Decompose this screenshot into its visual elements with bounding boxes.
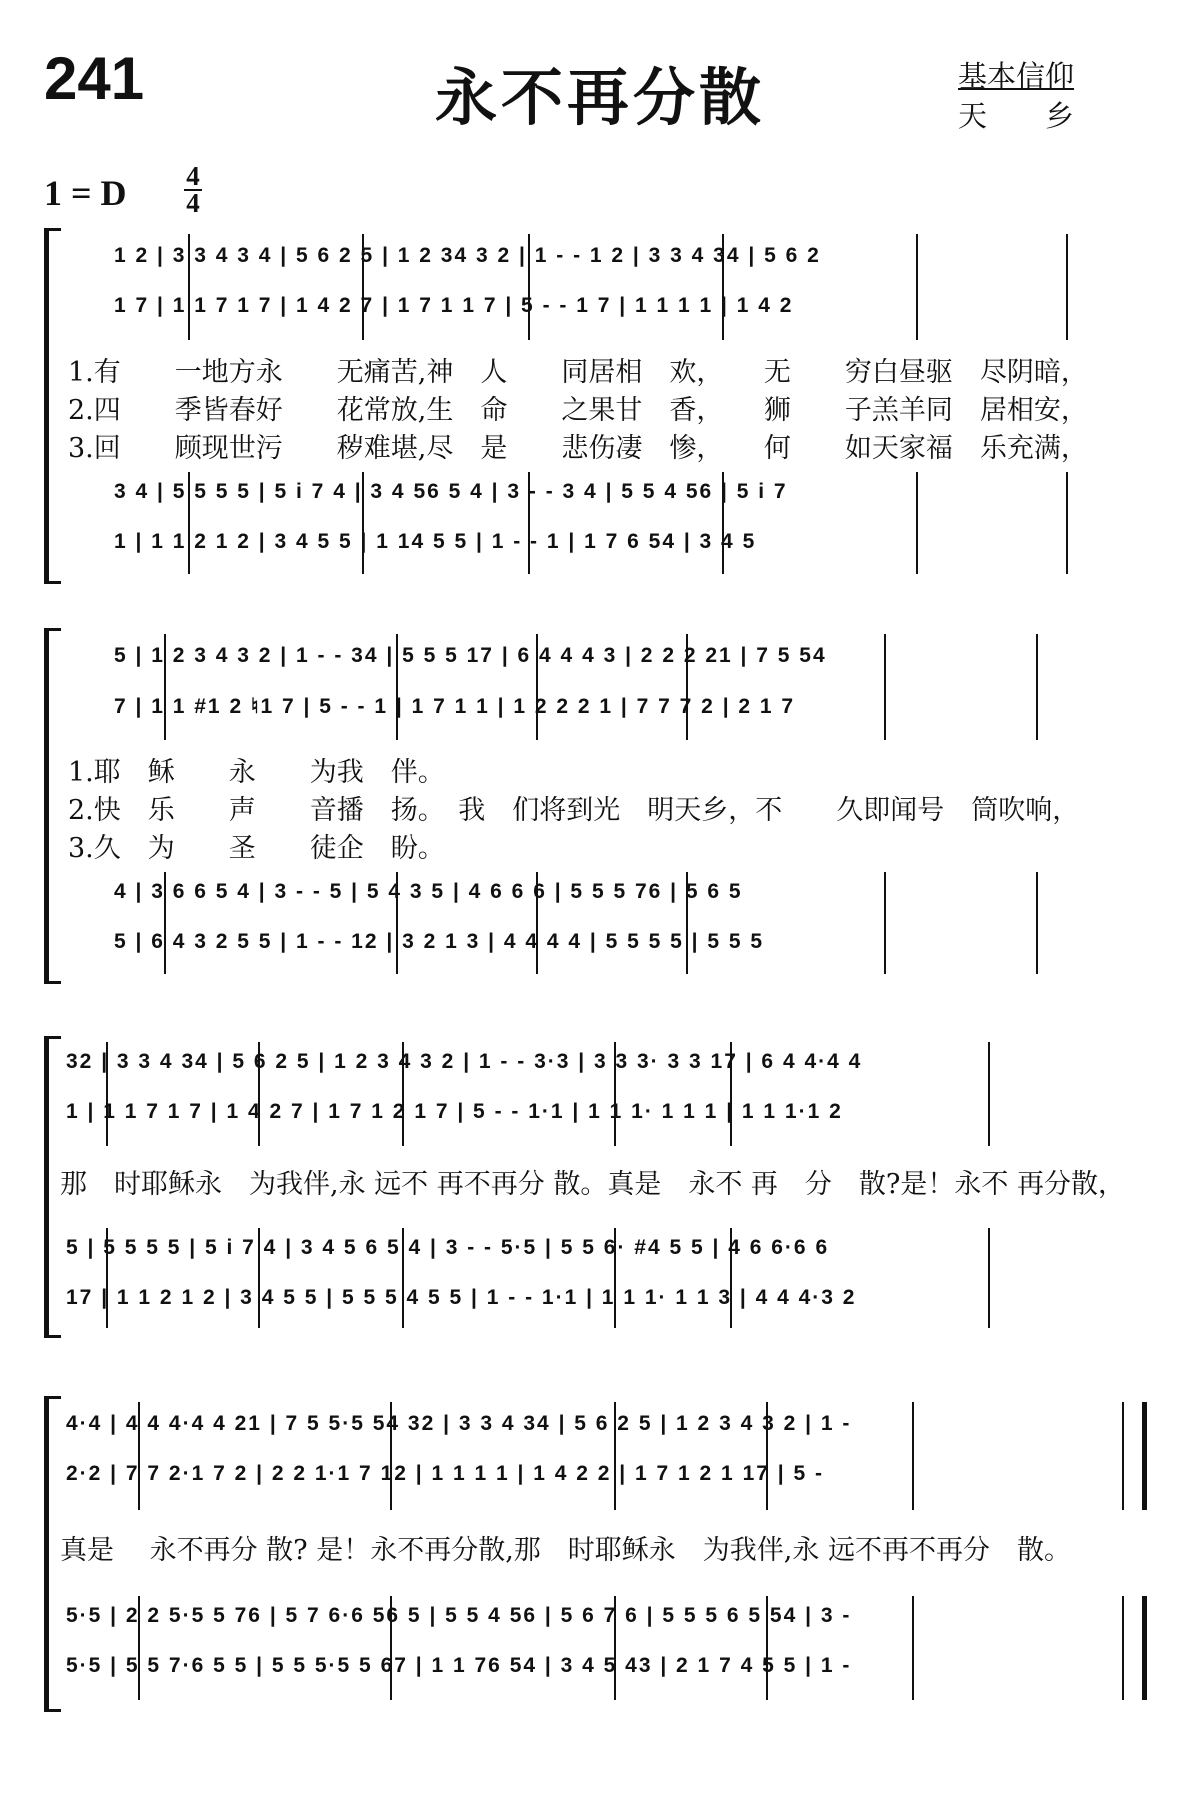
tenor-staff: 3 4 | 5 5 5 5 | 5 i 7 4 | 3 4 56 5 4 | 3 - - 3 4 | 5 5 4 56 | 5 i 7 (114, 480, 788, 503)
alto-staff: 7 | 1 1 #1 2 ♮1 7 | 5 - - 1 | 1 7 1 1 | 1 2 2 2 1 | 7 7 7 2 | 2 1 7 (114, 695, 796, 718)
hymn-author: 天 乡 (958, 99, 1075, 133)
hymn-number: 241 (44, 45, 145, 112)
bass-staff: 1 | 1 1 2 1 2 | 3 4 5 5 | 1 14 5 5 | 1 - - 1 | 1 7 6 54 | 3 4 5 (114, 530, 757, 553)
lyrics-verse-2: 2.四 季皆春好 花常放,生 命 之果甘 香， 狮 子羔羊同 居相安， (68, 395, 1088, 426)
system-4 (44, 1396, 1154, 1710)
bass-staff: 17 | 1 1 2 1 2 | 3 4 5 5 | 5 5 5 4 5 5 | 1 - - 1·1 | 1 1 1· 1 1 3 | 4 4 4·3 2 (66, 1286, 857, 1309)
tenor-staff: 5·5 | 2 2 5·5 5 76 | 5 7 6·6 56 5 | 5 5 4 56 | 5 6 7 6 | 5 5 5 6 5 54 | 3 - (66, 1604, 852, 1627)
hymn-category: 基本信仰 (958, 59, 1075, 93)
lyrics-verse-3: 3.回 顾现世污 秽难堪,尽 是 悲伤凄 惨， 何 如天家福 乐充满， (68, 433, 1088, 464)
system-3 (44, 1036, 1154, 1336)
soprano-staff: 32 | 3 3 4 34 | 5 6 2 5 | 1 2 3 4 3 2 | 1 - - 3·3 | 3 3 3· 3 3 17 | 6 4 4·4 4 (66, 1050, 863, 1073)
time-signature (184, 161, 202, 218)
system-2 (44, 628, 1154, 984)
system-bracket (44, 628, 61, 984)
soprano-staff: 4·4 | 4 4 4·4 4 21 | 7 5 5·5 54 32 | 3 3 4 34 | 5 6 2 5 | 1 2 3 4 3 2 | 1 - (66, 1412, 852, 1435)
lyrics-verse-3: 3.久 为 圣 徒企 盼。 (68, 833, 445, 864)
alto-staff: 1 7 | 1 1 7 1 7 | 1 4 2 7 | 1 7 1 1 7 | 5 - - 1 7 | 1 1 1 1 | 1 4 2 (114, 294, 794, 317)
tenor-staff: 4 | 3 6 6 5 4 | 3 - - 5 | 5 4 3 5 | 4 6 6 6 | 5 5 5 76 | 5 6 5 (114, 880, 743, 903)
lyrics-chorus: 真是 永不再分 散? 是！永不再分散,那 时耶稣永 为我伴,永 远不再不再分 散。 (60, 1535, 1071, 1566)
time-signature-bottom: 4 (186, 188, 200, 218)
tenor-staff: 5 | 5 5 5 5 | 5 i 7 4 | 3 4 5 6 5 4 | 3 - - 5·5 | 5 5 6· #4 5 5 | 4 6 6·6 6 (66, 1236, 830, 1259)
bass-staff: 5·5 | 5 5 7·6 5 5 | 5 5 5·5 5 67 | 1 1 76 54 | 3 4 5 43 | 2 1 7 4 5 5 | 1 - (66, 1654, 852, 1677)
time-signature-top: 4 (186, 161, 200, 191)
soprano-staff: 1 2 | 3 3 4 3 4 | 5 6 2 5 | 1 2 34 3 2 | 1 - - 1 2 | 3 3 4 34 | 5 6 2 (114, 244, 821, 267)
system-bracket (44, 228, 61, 584)
lyrics-chorus: 那 时耶稣永 为我伴,永 远不 再不再分 散。真是 永不 再 分 散?是！永不 再分散， (60, 1169, 1125, 1200)
lyrics-verse-2: 2.快 乐 声 音播 扬。 我 们将到光 明天乡，不 久即闻号 筒吹响， (68, 795, 1080, 826)
alto-staff: 1 | 1 1 7 1 7 | 1 4 2 7 | 1 7 1 2 1 7 | 5 - - 1·1 | 1 1 1· 1 1 1 | 1 1 1·1 2 (66, 1100, 843, 1123)
alto-staff: 2·2 | 7 7 2·1 7 2 | 2 2 1·1 7 12 | 1 1 1 1 | 1 4 2 2 | 1 7 1 2 1 17 | 5 - (66, 1462, 824, 1485)
key-signature: 1 = D (44, 173, 127, 213)
bass-staff: 5 | 6 4 3 2 5 5 | 1 - - 12 | 3 2 1 3 | 4 4 4 4 | 5 5 5 5 | 5 5 5 (114, 930, 765, 953)
system-bracket (44, 1036, 61, 1338)
hymn-title: 永不再分散 (434, 61, 765, 134)
lyrics-verse-1: 1.耶 稣 永 为我 伴。 (68, 757, 445, 788)
system-1 (44, 228, 1154, 584)
system-bracket (44, 1396, 61, 1712)
lyrics-verse-1: 1.有 一地方永 无痛苦,神 人 同居相 欢， 无 穷白昼驱 尽阴暗， (68, 357, 1088, 388)
soprano-staff: 5 | 1 2 3 4 3 2 | 1 - - 34 | 5 5 5 17 | 6 4 4 4 3 | 2 2 2 21 | 7 5 54 (114, 644, 827, 667)
